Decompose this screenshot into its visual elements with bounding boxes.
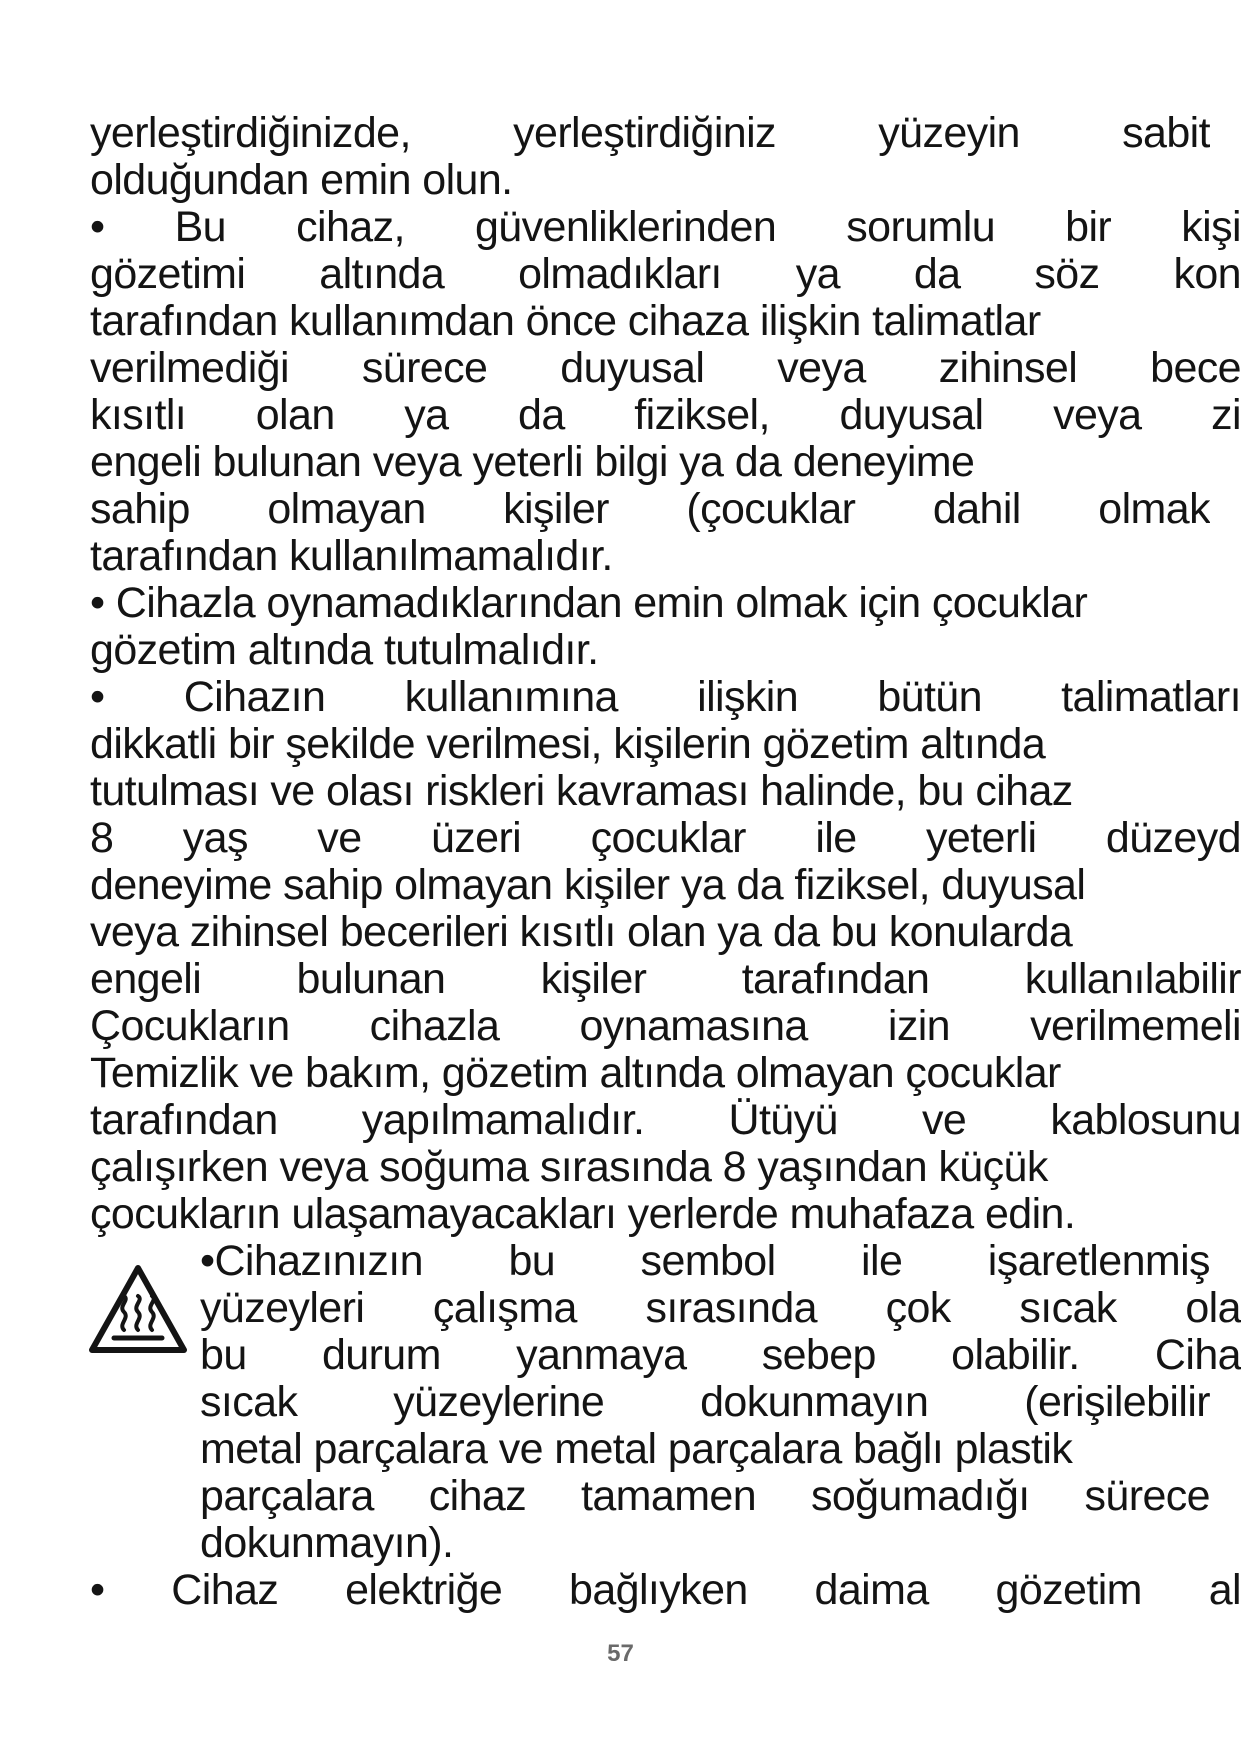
- text-line: verilmediği sürece duyusal veya zihinsel bece: [90, 345, 1241, 392]
- text-line: metal parçalara ve metal parçalara bağlı plastik: [200, 1426, 1073, 1473]
- text-line: çalışırken veya soğuma sırasında 8 yaşından küçük: [90, 1144, 1048, 1191]
- text-line: parçalara cihaz tamamen soğumadığı sürece: [200, 1473, 1210, 1520]
- text-line: • Cihazın kullanımına ilişkin bütün talimatları: [90, 674, 1241, 721]
- text-line: olduğundan emin olun.: [90, 157, 513, 204]
- text-line: engeli bulunan veya yeterli bilgi ya da deneyime: [90, 439, 975, 486]
- text-line: Çocukların cihazla oynamasına izin verilmemeli: [90, 1003, 1241, 1050]
- text-line: 8 yaş ve üzeri çocuklar ile yeterli düzeyd: [90, 815, 1241, 862]
- hot-surface-warning-icon: [88, 1262, 188, 1358]
- text-line: sahip olmayan kişiler (çocuklar dahil olmak: [90, 486, 1210, 533]
- text-line: tarafından kullanılmamalıdır.: [90, 533, 613, 580]
- text-line: engeli bulunan kişiler tarafından kullanılabilir: [90, 956, 1241, 1003]
- text-line: gözetimi altında olmadıkları ya da söz kon: [90, 251, 1241, 298]
- text-line: yüzeyleri çalışma sırasında çok sıcak ola: [200, 1285, 1241, 1332]
- text-line: veya zihinsel becerileri kısıtlı olan ya da bu konularda: [90, 909, 1073, 956]
- text-line: tarafından kullanımdan önce cihaza ilişkin talimatlar: [90, 298, 1041, 345]
- text-line: dokunmayın).: [200, 1520, 454, 1567]
- text-line: • Cihaz elektriğe bağlıyken daima gözetim al: [90, 1567, 1241, 1614]
- text-line: deneyime sahip olmayan kişiler ya da fiziksel, duyusal: [90, 862, 1086, 909]
- text-line: •Cihazınızın bu sembol ile işaretlenmiş: [200, 1238, 1210, 1285]
- body-text: [90, 110, 1241, 1614]
- text-line: • Cihazla oynamadıklarından emin olmak için çocuklar: [90, 580, 1088, 627]
- text-line: dikkatli bir şekilde verilmesi, kişilerin gözetim altında: [90, 721, 1046, 768]
- text-line: • Bu cihaz, güvenliklerinden sorumlu bir kişi: [90, 204, 1241, 251]
- text-line: yerleştirdiğinizde, yerleştirdiğiniz yüzeyin sabit: [90, 110, 1210, 157]
- text-line: tarafından yapılmamalıdır. Ütüyü ve kablosunu: [90, 1097, 1241, 1144]
- text-line: gözetim altında tutulmalıdır.: [90, 627, 599, 674]
- text-line: tutulması ve olası riskleri kavraması halinde, bu cihaz: [90, 768, 1073, 815]
- page-number: 57: [607, 1640, 634, 1667]
- text-line: sıcak yüzeylerine dokunmayın (erişilebilir: [200, 1379, 1210, 1426]
- text-line: kısıtlı olan ya da fiziksel, duyusal veya zi: [90, 392, 1241, 439]
- text-line: Temizlik ve bakım, gözetim altında olmayan çocuklar: [90, 1050, 1061, 1097]
- text-line: çocukların ulaşamayacakları yerlerde muhafaza edin.: [90, 1191, 1076, 1238]
- text-line: bu durum yanmaya sebep olabilir. Ciha: [200, 1332, 1241, 1379]
